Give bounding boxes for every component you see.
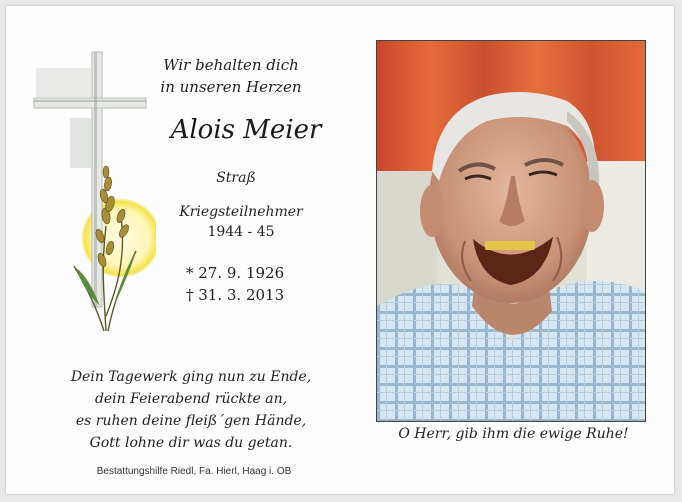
verse-line: dein Feierabend rückte an, <box>94 391 288 407</box>
undertaker-credit: Bestattungshilfe Riedl, Fa. Hierl, Haag i. OB <box>96 466 292 477</box>
life-dates <box>186 262 306 306</box>
deceased-name: Alois Meier <box>170 115 322 145</box>
motto <box>141 54 321 98</box>
portrait-illustration <box>377 41 645 421</box>
verse-line: es ruhen deine fleiß´gen Hände, <box>75 413 307 429</box>
portrait-photo <box>376 40 646 422</box>
motto-line-2: in unseren Herzen <box>160 78 302 96</box>
death-date: † 31. 3. 2013 <box>186 286 285 304</box>
wheat-icon <box>66 156 146 336</box>
verse <box>46 366 336 454</box>
birth-date: * 27. 9. 1926 <box>186 264 285 282</box>
prayer: O Herr, gib ihm die ewige Ruhe! <box>398 426 629 442</box>
role-line-2: 1944 - 45 <box>207 224 275 240</box>
motto-line-1: Wir behalten dich <box>163 56 299 74</box>
role <box>156 202 326 242</box>
memorial-card <box>6 6 674 494</box>
place: Straß <box>216 170 256 186</box>
verse-line: Gott lohne dir was du getan. <box>89 435 293 451</box>
verse-line: Dein Tagewerk ging nun zu Ende, <box>70 369 312 385</box>
role-line-1: Kriegsteilnehmer <box>179 204 303 220</box>
